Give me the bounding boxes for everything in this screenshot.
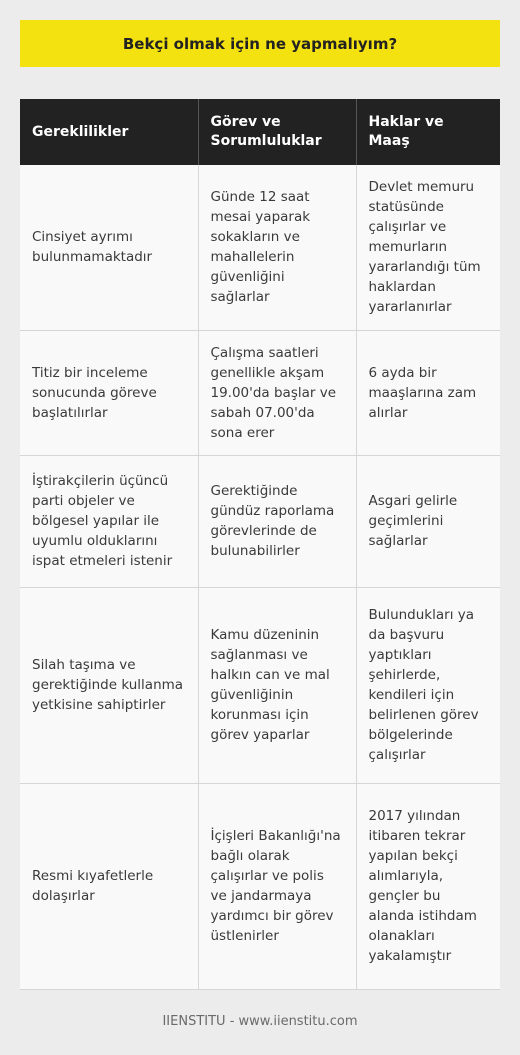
table-cell: Gerektiğinde gündüz raporlama görevlerinde de bulunabilirler <box>198 455 356 587</box>
table-row <box>20 330 500 455</box>
column-header-rights-salary: Haklar ve Maaş <box>356 99 500 165</box>
column-header-requirements: Gereklilikler <box>20 99 198 165</box>
table-cell: Çalışma saatleri genellikle akşam 19.00'da başlar ve sabah 07.00'da sona erer <box>198 330 356 455</box>
table-row <box>20 783 500 989</box>
page-title-text: Bekçi olmak için ne yapmalıyım? <box>122 34 398 53</box>
table-cell: Kamu düzeninin sağlanması ve halkın can ve mal güvenliğinin korunması için görev yaparlar <box>198 587 356 783</box>
table-cell: İçişleri Bakanlığı'na bağlı olarak çalışırlar ve polis ve jandarmaya yardımcı bir görev üstlenirler <box>198 783 356 989</box>
table-row <box>20 165 500 330</box>
footer-credit: IIENSTITU - www.iienstitu.com <box>162 1014 358 1029</box>
page-title <box>20 20 500 67</box>
table-row <box>20 587 500 783</box>
table-cell: Cinsiyet ayrımı bulunmamaktadır <box>20 165 198 330</box>
table-cell: İştirakçilerin üçüncü parti objeler ve bölgesel yapılar ile uyumlu olduklarını ispat etmeleri istenir <box>20 455 198 587</box>
table-cell: Silah taşıma ve gerektiğinde kullanma yetkisine sahiptirler <box>20 587 198 783</box>
table-cell: 6 ayda bir maaşlarına zam alırlar <box>356 330 500 455</box>
info-table <box>20 99 500 990</box>
table-cell: Devlet memuru statüsünde çalışırlar ve memurların yararlandığı tüm haklardan yararlanırlar <box>356 165 500 330</box>
table-cell: 2017 yılından itibaren tekrar yapılan bekçi alımlarıyla, gençler bu alanda istihdam olanakları yakalamıştır <box>356 783 500 989</box>
table-header-row <box>20 99 500 165</box>
table-cell: Resmi kıyafetlerle dolaşırlar <box>20 783 198 989</box>
column-header-duties: Görev ve Sorumluluklar <box>198 99 356 165</box>
table-cell: Asgari gelirle geçimlerini sağlarlar <box>356 455 500 587</box>
table-cell: Günde 12 saat mesai yaparak sokakların ve mahallelerin güvenliğini sağlarlar <box>198 165 356 330</box>
table-cell: Bulundukları ya da başvuru yaptıkları şehirlerde, kendileri için belirlenen görev bölgelerinde çalışırlar <box>356 587 500 783</box>
table-cell: Titiz bir inceleme sonucunda göreve başlatılırlar <box>20 330 198 455</box>
table-row <box>20 455 500 587</box>
